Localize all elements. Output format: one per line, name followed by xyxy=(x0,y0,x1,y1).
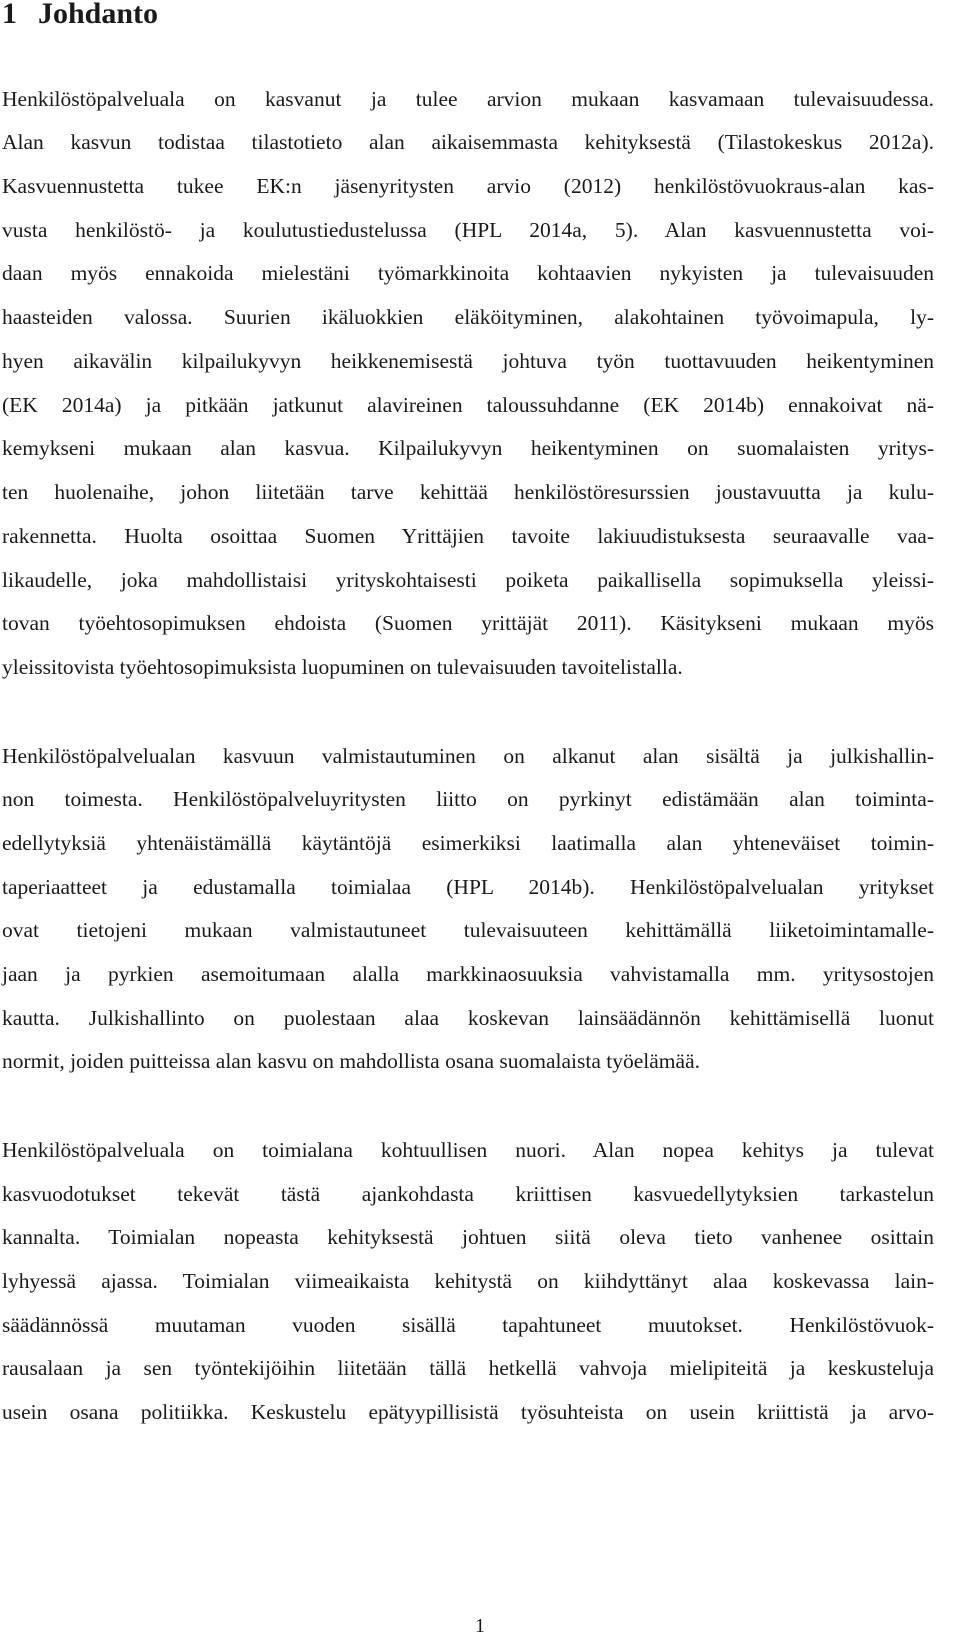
chapter-title: Johdanto xyxy=(38,0,159,30)
text-line: Kasvuennustetta tukee EK:n jäsenyritysten arvio (2012) henkilöstövuokraus-alan kas- xyxy=(2,174,934,198)
page-number: 1 xyxy=(475,1615,485,1637)
text-line: usein osana politiikka. Keskustelu epätyypillisistä työsuhteista on usein kriittistä ja arvo- xyxy=(2,1400,934,1424)
text-line: hyen aikavälin kilpailukyvyn heikkenemisestä johtuva työn tuottavuuden heikentyminen xyxy=(2,349,934,373)
text-line: normit, joiden puitteissa alan kasvu on mahdollista osana suomalaista työelämää. xyxy=(2,1049,700,1073)
text-line: likaudelle, joka mahdollistaisi yrityskohtaisesti poiketa paikallisella sopimuksella yleissi- xyxy=(2,568,934,592)
text-line: tovan työehtosopimuksen ehdoista (Suomen yrittäjät 2011). Käsitykseni mukaan myös xyxy=(2,611,934,635)
text-line: kemykseni mukaan alan kasvua. Kilpailukyvyn heikentyminen on suomalaisten yritys- xyxy=(2,436,934,460)
text-line: taperiaatteet ja edustamalla toimialaa (HPL 2014b). Henkilöstöpalvelualan yritykset xyxy=(2,875,934,899)
text-line: Henkilöstöpalveluala on kasvanut ja tulee arvion mukaan kasvamaan tulevaisuudessa. xyxy=(2,87,934,111)
text-line: jaan ja pyrkien asemoitumaan alalla markkinaosuuksia vahvistamalla mm. yritysostojen xyxy=(2,962,934,986)
chapter-heading xyxy=(2,0,158,34)
text-line: rausalaan ja sen työntekijöihin liitetään tällä hetkellä vahvoja mielipiteitä ja keskusteluja xyxy=(2,1356,934,1380)
text-line: säädännössä muutaman vuoden sisällä tapahtuneet muutokset. Henkilöstövuok- xyxy=(2,1313,934,1337)
text-line: yleissitovista työehtosopimuksista luopuminen on tulevaisuuden tavoitelistalla. xyxy=(2,655,683,679)
text-line: kannalta. Toimialan nopeasta kehityksestä johtuen siitä oleva tieto vanhenee osittain xyxy=(2,1225,934,1249)
text-line: edellytyksiä yhtenäistämällä käytäntöjä esimerkiksi laatimalla alan yhteneväiset toimin- xyxy=(2,831,934,855)
text-line: Henkilöstöpalvelualan kasvuun valmistautuminen on alkanut alan sisältä ja julkishallin- xyxy=(2,744,934,768)
text-line: Henkilöstöpalveluala on toimialana kohtuullisen nuori. Alan nopea kehitys ja tulevat xyxy=(2,1138,934,1162)
text-line: daan myös ennakoida mielestäni työmarkkinoita kohtaavien nykyisten ja tulevaisuuden xyxy=(2,261,934,285)
text-line: ten huolenaihe, johon liitetään tarve kehittää henkilöstöresurssien joustavuutta ja kulu- xyxy=(2,480,934,504)
chapter-number: 1 xyxy=(2,0,17,30)
text-line: kautta. Julkishallinto on puolestaan alaa koskevan lainsäädännön kehittämisellä luonut xyxy=(2,1006,934,1030)
text-line: non toimesta. Henkilöstöpalveluyritysten liitto on pyrkinyt edistämään alan toiminta- xyxy=(2,787,934,811)
text-line: Alan kasvun todistaa tilastotieto alan aikaisemmasta kehityksestä (Tilastokeskus 2012a). xyxy=(2,130,934,154)
text-line: rakennetta. Huolta osoittaa Suomen Yrittäjien tavoite lakiuudistuksesta seuraavalle vaa- xyxy=(2,524,934,548)
text-line: kasvuodotukset tekevät tästä ajankohdasta kriittisen kasvuedellytyksien tarkastelun xyxy=(2,1182,934,1206)
text-line: (EK 2014a) ja pitkään jatkunut alavireinen taloussuhdanne (EK 2014b) ennakoivat nä- xyxy=(2,393,934,417)
text-line: vusta henkilöstö- ja koulutustiedustelussa (HPL 2014a, 5). Alan kasvuennustetta voi- xyxy=(2,218,934,242)
text-line: haasteiden valossa. Suurien ikäluokkien eläköityminen, alakohtainen työvoimapula, ly- xyxy=(2,305,934,329)
text-line: ovat tietojeni mukaan valmistautuneet tulevaisuuteen kehittämällä liiketoimintamalle- xyxy=(2,918,934,942)
text-line: lyhyessä ajassa. Toimialan viimeaikaista kehitystä on kiihdyttänyt alaa koskevassa lain- xyxy=(2,1269,934,1293)
